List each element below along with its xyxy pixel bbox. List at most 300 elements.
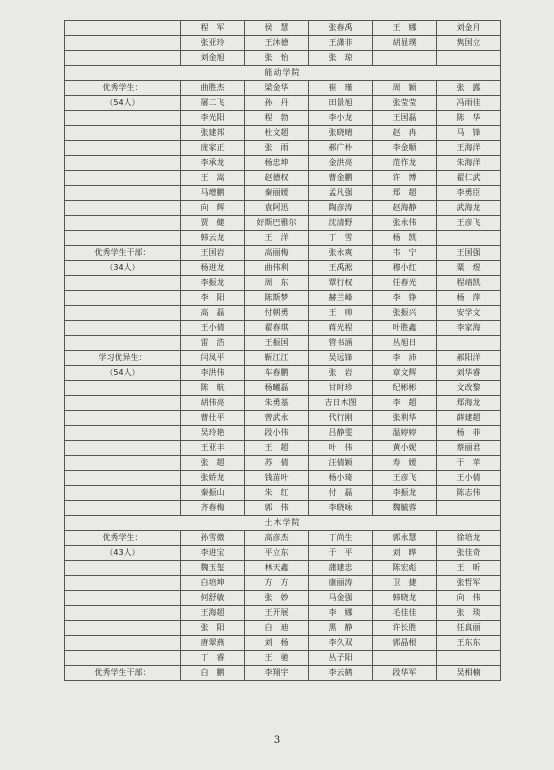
category-label xyxy=(65,111,181,126)
name-cell: 王 娜 xyxy=(373,21,437,36)
name-cell: 徐培龙 xyxy=(437,531,501,546)
name-cell: 陈斯梦 xyxy=(245,291,309,306)
table-row xyxy=(65,126,501,141)
category-label: （54人） xyxy=(65,366,181,381)
category-label xyxy=(65,606,181,621)
name-cell: 好斯巴雅尔 xyxy=(245,216,309,231)
name-cell: 王 驰 xyxy=(245,651,309,666)
name-cell: 冯雨佳 xyxy=(437,96,501,111)
name-cell: 车春鹏 xyxy=(245,366,309,381)
category-label xyxy=(65,321,181,336)
name-cell: 赵德权 xyxy=(245,171,309,186)
name-cell: 张利华 xyxy=(373,411,437,426)
name-cell: 叶 伟 xyxy=(309,441,373,456)
table-row xyxy=(65,591,501,606)
name-cell: 胡显璞 xyxy=(373,36,437,51)
name-cell: 李 阳 xyxy=(181,291,245,306)
name-cell: 任春光 xyxy=(373,276,437,291)
name-cell: 张 琰 xyxy=(437,606,501,621)
name-cell: 覃行权 xyxy=(309,276,373,291)
name-cell: 许长胜 xyxy=(373,621,437,636)
table-row xyxy=(65,606,501,621)
name-cell: 王小倩 xyxy=(437,471,501,486)
name-cell: 范作龙 xyxy=(373,156,437,171)
name-cell: 张 露 xyxy=(437,81,501,96)
name-cell: 张哲军 xyxy=(437,576,501,591)
category-label xyxy=(65,501,181,516)
name-cell: 魏毓蓉 xyxy=(373,501,437,516)
name-cell: 温婷婷 xyxy=(373,426,437,441)
name-cell: 黄小妮 xyxy=(373,441,437,456)
name-cell: 金洪亮 xyxy=(309,156,373,171)
name-cell: 王潇非 xyxy=(309,36,373,51)
name-cell: 向 辉 xyxy=(181,201,245,216)
table-row xyxy=(65,141,501,156)
name-cell: 王东东 xyxy=(437,636,501,651)
name-cell: 李家海 xyxy=(437,321,501,336)
table-row xyxy=(65,351,501,366)
table-row xyxy=(65,546,501,561)
name-cell: 张春禹 xyxy=(309,21,373,36)
name-cell: 高 磊 xyxy=(181,306,245,321)
name-cell: 任真丽 xyxy=(437,621,501,636)
table-row xyxy=(65,21,501,36)
table-row xyxy=(65,501,501,516)
table-row xyxy=(65,51,501,66)
category-label xyxy=(65,396,181,411)
name-cell xyxy=(437,336,501,351)
table-row xyxy=(65,426,501,441)
name-cell: 李承龙 xyxy=(181,156,245,171)
table-row xyxy=(65,411,501,426)
category-label xyxy=(65,276,181,291)
category-label xyxy=(65,381,181,396)
table-row xyxy=(65,456,501,471)
name-cell: 代行刚 xyxy=(309,411,373,426)
table-row xyxy=(65,111,501,126)
name-cell: 郭晶根 xyxy=(373,636,437,651)
name-cell: 王禹淞 xyxy=(309,261,373,276)
name-cell: 雷 浩 xyxy=(181,336,245,351)
category-label xyxy=(65,21,181,36)
name-cell: 安学文 xyxy=(437,306,501,321)
name-cell: 李云鹤 xyxy=(309,666,373,681)
name-cell: 李 超 xyxy=(373,396,437,411)
name-cell: 张振兴 xyxy=(373,306,437,321)
category-label xyxy=(65,411,181,426)
name-cell: 吕静雯 xyxy=(309,426,373,441)
category-label: 优秀学生： xyxy=(65,531,181,546)
name-cell: 王开展 xyxy=(245,606,309,621)
name-cell: 李振龙 xyxy=(373,486,437,501)
name-cell: 李久双 xyxy=(309,636,373,651)
name-cell: 李 铮 xyxy=(373,291,437,306)
name-cell: 黑 静 xyxy=(309,621,373,636)
name-cell: 李 娜 xyxy=(309,606,373,621)
section-header-row xyxy=(65,66,501,81)
table-row xyxy=(65,636,501,651)
name-cell: 钱苗叶 xyxy=(245,471,309,486)
category-label xyxy=(65,441,181,456)
category-label xyxy=(65,486,181,501)
name-cell: 刘 晔 xyxy=(373,546,437,561)
table-row xyxy=(65,531,501,546)
table-row xyxy=(65,291,501,306)
category-label xyxy=(65,51,181,66)
name-cell: 张 妙 xyxy=(245,591,309,606)
name-cell: 杨进龙 xyxy=(181,261,245,276)
table-row xyxy=(65,186,501,201)
name-cell: 向 伟 xyxy=(437,591,501,606)
name-cell: 郝广朴 xyxy=(309,141,373,156)
category-label xyxy=(65,576,181,591)
name-cell: 白 迪 xyxy=(245,621,309,636)
table-row xyxy=(65,321,501,336)
name-cell: 丛旭日 xyxy=(373,336,437,351)
name-cell: 李金顺 xyxy=(373,141,437,156)
name-cell: 杨 凯 xyxy=(373,231,437,246)
name-cell: 刘华睿 xyxy=(437,366,501,381)
name-cell: 张亚玲 xyxy=(181,36,245,51)
name-cell: 程 勃 xyxy=(245,111,309,126)
name-cell: 沈清野 xyxy=(309,216,373,231)
name-cell: 何舒敏 xyxy=(181,591,245,606)
name-cell: 林天鑫 xyxy=(245,561,309,576)
name-cell: 杨忠坤 xyxy=(245,156,309,171)
name-cell: 武海龙 xyxy=(437,201,501,216)
name-cell: 孙 丹 xyxy=(245,96,309,111)
name-cell: 苏 倩 xyxy=(245,456,309,471)
name-cell: 王 洋 xyxy=(245,231,309,246)
name-cell: 李洪伟 xyxy=(181,366,245,381)
name-cell: 李勇臣 xyxy=(437,186,501,201)
name-cell: 郭永慧 xyxy=(373,531,437,546)
table-row xyxy=(65,201,501,216)
name-cell: 段小伟 xyxy=(245,426,309,441)
table-row xyxy=(65,156,501,171)
name-cell: 梁金华 xyxy=(245,81,309,96)
name-cell: 贾 健 xyxy=(181,216,245,231)
name-cell: 平立东 xyxy=(245,546,309,561)
category-label: 优秀学生： xyxy=(65,81,181,96)
name-cell: 闫凤平 xyxy=(181,351,245,366)
name-cell: 丁 雪 xyxy=(309,231,373,246)
name-cell: 白 鹏 xyxy=(181,666,245,681)
name-cell: 张佳奇 xyxy=(437,546,501,561)
name-cell: 汪倩颖 xyxy=(309,456,373,471)
name-cell: 陈宏彪 xyxy=(373,561,437,576)
category-label xyxy=(65,621,181,636)
name-cell: 付朝勇 xyxy=(245,306,309,321)
category-label xyxy=(65,156,181,171)
name-cell: 张建邦 xyxy=(181,126,245,141)
name-cell: 王彦飞 xyxy=(373,471,437,486)
category-label: 优秀学生干部： xyxy=(65,246,181,261)
name-cell: 周 颖 xyxy=(373,81,437,96)
table-row xyxy=(65,486,501,501)
name-cell: 王 超 xyxy=(245,441,309,456)
name-cell: 丁 睿 xyxy=(181,651,245,666)
name-cell: 丁尚生 xyxy=(309,531,373,546)
category-label xyxy=(65,231,181,246)
category-label xyxy=(65,126,181,141)
name-cell: 王海洋 xyxy=(437,141,501,156)
name-cell: 李晓咏 xyxy=(309,501,373,516)
table-row xyxy=(65,81,501,96)
name-cell: 李进宝 xyxy=(181,546,245,561)
name-cell: 于 苹 xyxy=(437,456,501,471)
name-cell: 陈 华 xyxy=(437,111,501,126)
name-cell: 刘金旭 xyxy=(181,51,245,66)
name-cell xyxy=(373,651,437,666)
name-cell: 王国岩 xyxy=(181,246,245,261)
name-cell: 王彦飞 xyxy=(437,216,501,231)
table-row xyxy=(65,576,501,591)
name-cell: 李光阳 xyxy=(181,111,245,126)
name-cell: 张 超 xyxy=(181,456,245,471)
name-cell: 杨 菲 xyxy=(437,426,501,441)
name-cell xyxy=(437,651,501,666)
name-cell: 管书涵 xyxy=(309,336,373,351)
name-cell: 曾武永 xyxy=(245,411,309,426)
table-row xyxy=(65,381,501,396)
name-cell: 康丽涛 xyxy=(309,576,373,591)
name-cell: 韩晓龙 xyxy=(373,591,437,606)
category-label xyxy=(65,216,181,231)
roster-body xyxy=(65,21,501,681)
category-label xyxy=(65,456,181,471)
name-cell: 叶胜鑫 xyxy=(373,321,437,336)
name-cell: 王 昕 xyxy=(437,561,501,576)
name-cell xyxy=(373,51,437,66)
name-cell: 郑海龙 xyxy=(437,396,501,411)
name-cell: 程 军 xyxy=(181,21,245,36)
name-cell: 王 嵩 xyxy=(181,171,245,186)
name-cell: 曲伟利 xyxy=(245,261,309,276)
name-cell: 曹仕平 xyxy=(181,411,245,426)
name-cell: 魏玉玺 xyxy=(181,561,245,576)
name-cell: 白培坤 xyxy=(181,576,245,591)
name-cell: 吴远锋 xyxy=(309,351,373,366)
table-row xyxy=(65,366,501,381)
name-cell: 张 岩 xyxy=(309,366,373,381)
name-cell: 程靖凯 xyxy=(437,276,501,291)
table-row xyxy=(65,306,501,321)
name-cell: 文改黎 xyxy=(437,381,501,396)
name-cell: 侯 慧 xyxy=(245,21,309,36)
name-cell: 吉日木图 xyxy=(309,396,373,411)
category-label xyxy=(65,651,181,666)
name-cell: 李振龙 xyxy=(181,276,245,291)
name-cell: 王国强 xyxy=(437,246,501,261)
name-cell: 张 雨 xyxy=(245,141,309,156)
category-label xyxy=(65,561,181,576)
name-cell: 陈 航 xyxy=(181,381,245,396)
name-cell: 许 博 xyxy=(373,171,437,186)
name-cell: 赵海静 xyxy=(373,201,437,216)
name-cell: 崔 瑾 xyxy=(309,81,373,96)
name-cell: 张 怡 xyxy=(245,51,309,66)
name-cell: 朱勇基 xyxy=(245,396,309,411)
name-cell: 张永爽 xyxy=(309,246,373,261)
table-row xyxy=(65,561,501,576)
name-cell: 杨 萍 xyxy=(437,291,501,306)
name-cell: 胡伟亮 xyxy=(181,396,245,411)
table-row xyxy=(65,441,501,456)
name-cell: 卫 捷 xyxy=(373,576,437,591)
category-label xyxy=(65,291,181,306)
name-cell: 穆小红 xyxy=(373,261,437,276)
category-label xyxy=(65,141,181,156)
name-cell: 王沐德 xyxy=(245,36,309,51)
category-label xyxy=(65,171,181,186)
category-label xyxy=(65,336,181,351)
name-cell: 马增鹏 xyxy=(181,186,245,201)
name-cell: 刘 杨 xyxy=(245,636,309,651)
name-cell: 韦 宁 xyxy=(373,246,437,261)
category-label: （43人） xyxy=(65,546,181,561)
name-cell: 翟仁武 xyxy=(437,171,501,186)
name-cell: 蒲建忠 xyxy=(309,561,373,576)
name-cell: 郭 伟 xyxy=(245,501,309,516)
name-cell: 方 方 xyxy=(245,576,309,591)
name-cell: 王国磊 xyxy=(373,111,437,126)
category-label xyxy=(65,306,181,321)
name-cell: 田景旭 xyxy=(309,96,373,111)
table-row xyxy=(65,396,501,411)
name-cell: 秦振山 xyxy=(181,486,245,501)
name-cell: 孙雪微 xyxy=(181,531,245,546)
name-cell: 刘金月 xyxy=(437,21,501,36)
name-cell: 章文辉 xyxy=(373,366,437,381)
name-cell: 张娇龙 xyxy=(181,471,245,486)
name-cell: 张永伟 xyxy=(373,216,437,231)
name-cell: 陶彦涛 xyxy=(309,201,373,216)
category-label: （54人） xyxy=(65,96,181,111)
name-cell: 曲胜杰 xyxy=(181,81,245,96)
name-cell: 吴玲艳 xyxy=(181,426,245,441)
name-cell xyxy=(437,51,501,66)
name-cell: 李翔宇 xyxy=(245,666,309,681)
category-label xyxy=(65,426,181,441)
name-cell: 曹金鹏 xyxy=(309,171,373,186)
category-label xyxy=(65,636,181,651)
category-label xyxy=(65,591,181,606)
name-cell: 于 平 xyxy=(309,546,373,561)
name-cell: 张莹莹 xyxy=(373,96,437,111)
table-row xyxy=(65,471,501,486)
name-cell: 翟春琪 xyxy=(245,321,309,336)
table-row xyxy=(65,36,501,51)
name-cell: 齐春梅 xyxy=(181,501,245,516)
name-cell: 付 磊 xyxy=(309,486,373,501)
name-cell: 李小龙 xyxy=(309,111,373,126)
table-row xyxy=(65,216,501,231)
category-label: （34人） xyxy=(65,261,181,276)
name-cell: 韩云龙 xyxy=(181,231,245,246)
section-title: 能动学院 xyxy=(65,66,501,81)
name-cell: 王海超 xyxy=(181,606,245,621)
name-cell: 甘时珍 xyxy=(309,381,373,396)
name-cell: 朱 红 xyxy=(245,486,309,501)
name-cell: 赫兰峰 xyxy=(309,291,373,306)
name-cell: 高彦杰 xyxy=(245,531,309,546)
table-row xyxy=(65,621,501,636)
table-row xyxy=(65,261,501,276)
category-label xyxy=(65,471,181,486)
name-cell: 张 琼 xyxy=(309,51,373,66)
name-cell: 王 帅 xyxy=(309,306,373,321)
name-cell: 高丽梅 xyxy=(245,246,309,261)
name-cell: 唐翠燕 xyxy=(181,636,245,651)
category-label xyxy=(65,186,181,201)
category-label: 学习优异生： xyxy=(65,351,181,366)
name-cell: 丛子阳 xyxy=(309,651,373,666)
section-title: 土木学院 xyxy=(65,516,501,531)
name-cell: 薛建超 xyxy=(437,411,501,426)
name-cell: 毛佳佳 xyxy=(373,606,437,621)
name-cell: 蒋光程 xyxy=(309,321,373,336)
category-label: 优秀学生干部： xyxy=(65,666,181,681)
name-cell: 马 锋 xyxy=(437,126,501,141)
table-row xyxy=(65,231,501,246)
table-row xyxy=(65,336,501,351)
name-cell: 隽国立 xyxy=(437,36,501,51)
roster-table xyxy=(64,20,501,681)
name-cell: 靳江江 xyxy=(245,351,309,366)
table-row xyxy=(65,651,501,666)
name-cell: 杜文超 xyxy=(245,126,309,141)
name-cell: 赵 冉 xyxy=(373,126,437,141)
name-cell: 寿 媛 xyxy=(373,456,437,471)
name-cell: 粟 煜 xyxy=(437,261,501,276)
name-cell: 孟凡强 xyxy=(309,186,373,201)
name-cell: 王振国 xyxy=(245,336,309,351)
name-cell: 周 东 xyxy=(245,276,309,291)
name-cell: 张晓晴 xyxy=(309,126,373,141)
category-label xyxy=(65,201,181,216)
name-cell: 李 沛 xyxy=(373,351,437,366)
name-cell xyxy=(437,501,501,516)
name-cell: 庞家正 xyxy=(181,141,245,156)
table-row xyxy=(65,666,501,681)
name-cell: 郝阳洋 xyxy=(437,351,501,366)
section-header-row xyxy=(65,516,501,531)
name-cell: 陈志伟 xyxy=(437,486,501,501)
name-cell: 张 阳 xyxy=(181,621,245,636)
name-cell: 王小倩 xyxy=(181,321,245,336)
name-cell: 屠二飞 xyxy=(181,96,245,111)
name-cell: 马金强 xyxy=(309,591,373,606)
name-cell: 段华军 xyxy=(373,666,437,681)
name-cell xyxy=(437,231,501,246)
category-label xyxy=(65,36,181,51)
table-row xyxy=(65,246,501,261)
page-number: 3 xyxy=(273,735,281,746)
name-cell: 秦丽媛 xyxy=(245,186,309,201)
table-row xyxy=(65,96,501,111)
name-cell: 纪彬彬 xyxy=(373,381,437,396)
name-cell: 蔡丽君 xyxy=(437,441,501,456)
table-row xyxy=(65,171,501,186)
name-cell: 袁阿迅 xyxy=(245,201,309,216)
name-cell: 杨曦磊 xyxy=(245,381,309,396)
name-cell: 王亚丰 xyxy=(181,441,245,456)
name-cell: 杨小琦 xyxy=(309,471,373,486)
name-cell: 朱海洋 xyxy=(437,156,501,171)
name-cell: 郑 超 xyxy=(373,186,437,201)
name-cell: 吴相楠 xyxy=(437,666,501,681)
